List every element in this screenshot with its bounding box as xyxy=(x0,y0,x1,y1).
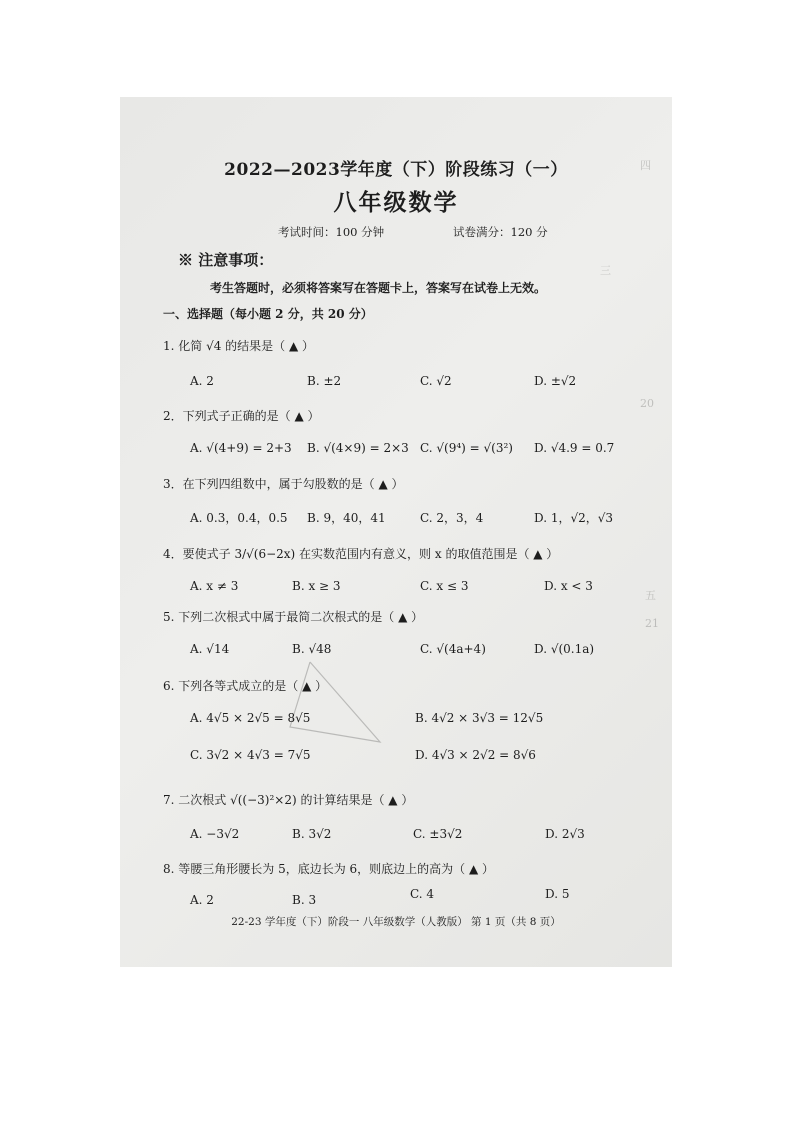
notice-title: ※ 注意事项： xyxy=(178,251,274,269)
q3-option-c: C. 2，3，4 xyxy=(420,511,484,525)
full-score: 试卷满分：120 分 xyxy=(453,225,548,239)
q1-option-b: B. ±2 xyxy=(307,374,342,388)
q1-option-a: A. 2 xyxy=(190,374,214,388)
q2-option-a: A. √(4+9) = 2+3 xyxy=(190,441,292,455)
question-8: 8. 等腰三角形腰长为 5，底边长为 6，则底边上的高为（ ▲ ） xyxy=(163,862,495,876)
q4-option-d: D. x < 3 xyxy=(544,579,593,593)
exam-paper xyxy=(120,97,672,967)
q4-option-b: B. x ≥ 3 xyxy=(292,579,341,593)
q6-option-d: D. 4√3 × 2√2 = 8√6 xyxy=(415,748,536,762)
show-through-text: 四 xyxy=(640,159,651,172)
notice-rule: 考生答题时，必须将答案写在答题卡上，答案写在试卷上无效。 xyxy=(210,281,547,295)
q8-option-a: A. 2 xyxy=(190,893,214,907)
question-7: 7. 二次根式 √((−3)²×2) 的计算结果是（ ▲ ） xyxy=(163,793,414,807)
question-5: 5. 下列二次根式中属于最简二次根式的是（ ▲ ） xyxy=(163,610,424,624)
question-2: 2．下列式子正确的是（ ▲ ） xyxy=(163,409,320,423)
question-4: 4．要使式子 3/√(6−2x) 在实数范围内有意义，则 x 的取值范围是（ ▲ ） xyxy=(163,547,559,561)
q5-option-d: D. √(0.1a) xyxy=(534,642,595,656)
page-footer: 22-23 学年度（下）阶段一 八年级数学（人教版） 第 1 页（共 8 页） xyxy=(231,916,561,928)
show-through-text: 三 xyxy=(600,264,611,277)
question-6: 6. 下列各等式成立的是（ ▲ ） xyxy=(163,679,328,693)
question-3: 3．在下列四组数中，属于勾股数的是（ ▲ ） xyxy=(163,477,404,491)
q6-option-b: B. 4√2 × 3√3 = 12√5 xyxy=(415,711,544,725)
q5-option-a: A. √14 xyxy=(190,642,230,656)
exam-title: 2022—2023学年度（下）阶段练习（一） xyxy=(224,160,568,180)
q3-option-d: D. 1，√2，√3 xyxy=(534,511,614,525)
q7-option-b: B. 3√2 xyxy=(292,827,332,841)
exam-subject: 八年级数学 xyxy=(333,189,459,216)
q7-option-d: D. 2√3 xyxy=(545,827,585,841)
q4-option-c: C. x ≤ 3 xyxy=(420,579,469,593)
q3-option-a: A. 0.3，0.4，0.5 xyxy=(190,511,288,525)
q6-option-a: A. 4√5 × 2√5 = 8√5 xyxy=(190,711,311,725)
question-1 xyxy=(163,337,314,354)
q7-option-a: A. −3√2 xyxy=(190,827,240,841)
q4-option-a: A. x ≠ 3 xyxy=(190,579,239,593)
q5-option-b: B. √48 xyxy=(292,642,332,656)
q2-option-d: D. √4.9 = 0.7 xyxy=(534,441,615,455)
q2-option-c: C. √(9⁴) = √(3²) xyxy=(420,441,513,455)
q3-option-b: B. 9，40，41 xyxy=(307,511,386,525)
q8-option-d: D. 5 xyxy=(545,887,570,901)
q7-option-c: C. ±3√2 xyxy=(413,827,463,841)
show-through-text: 五 xyxy=(645,589,656,602)
show-through-triangle xyxy=(280,657,390,747)
show-through-text: 20 xyxy=(640,397,654,410)
q1-option-d: D. ±√2 xyxy=(534,374,577,388)
show-through-text: 21 xyxy=(645,617,659,630)
q8-option-c: C. 4 xyxy=(410,887,435,901)
section-title: 一、选择题（每小题 2 分，共 20 分） xyxy=(163,307,373,321)
q2-option-b: B. √(4×9) = 2×3 xyxy=(307,441,409,455)
scanned-page-photo xyxy=(120,97,672,967)
exam-time: 考试时间：100 分钟 xyxy=(278,225,385,239)
question-1-stem: 1. 化简 √4 的结果是（ ▲ ） xyxy=(163,339,315,353)
q1-option-c: C. √2 xyxy=(420,374,452,388)
q5-option-c: C. √(4a+4) xyxy=(420,642,486,656)
q8-option-b: B. 3 xyxy=(292,893,317,907)
q6-option-c: C. 3√2 × 4√3 = 7√5 xyxy=(190,748,311,762)
